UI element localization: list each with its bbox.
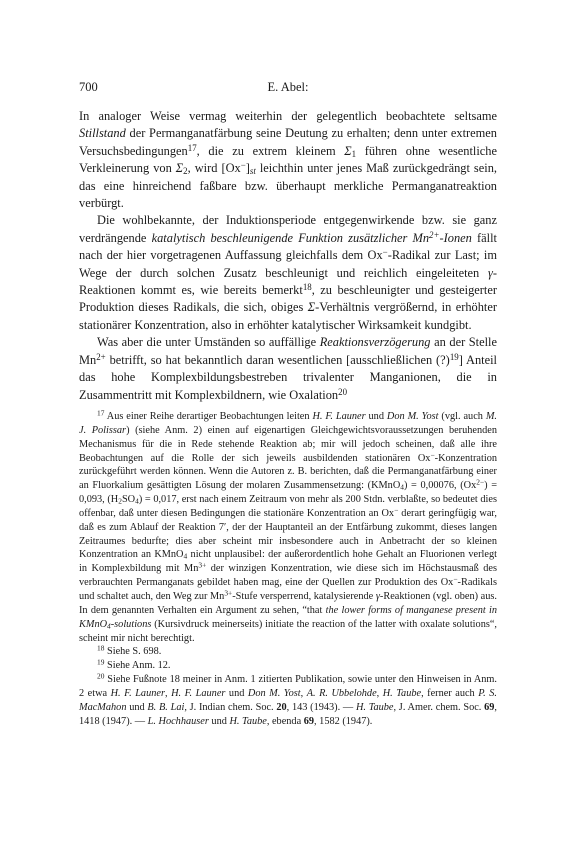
footnote-text: Siehe S. 698.	[106, 646, 162, 658]
footnote-17: $^{17}$ Aus einer Reihe derartiger Beobachtungen leiten H. F. Launer und Don M. Yost (vgl. auch M. J. Polissar) (siehe Anm. 2) einen auf eigenartigen Gleichgewichtsvoraussetzungen beruhenden Mechanismus für die in Rede stehende Reaktion ab; mir will jedoch scheinen, daß alle ihre Beobachtungen auf die Rolle der sich jeweils ausbildenden stationären Ox−-Konzentration zurückgeführt werden können. Wenn die Autoren z. B. berichten, daß die Permanganatfärbung einer an Fluorkalium gesättigten Lösung der molaren Zusammensetzung: (KMnO$_4$) = 0,00076, $(Ox^{2-}) = 0,093$, $(H_2SO_4) = 0,017$, erst nach einem Zeitraum von mehr als 200 Stdn. verblaßte, so bedeutet dies offenbar, daß unter diesen Bedingungen die stationäre Konzentration an Ox− derart geringfügig war, daß es zum Ablauf der Reaktion 7′, der der Hauptanteil an der Entfärbung zukommt, dieses langen Zeitraumes bedurfte; dies aber scheint mir insbesondere auch in Anbetracht der so kleinen Konzentration an KMnO$_4$ nicht unplausibel: der außerordentlich hohe Gehalt an Fluorionen verlegt in Komplexbildung mit $Mn^{3+}$ der winzigen Konzentration, wie diese sich im Höchstausmaß des verbrauchten Permanganats gebildet haben mag, eine der Quellen zur Produktion des Ox−-Radikals und schaltet auch, den Weg zur $Mn^{3+}$-Stufe versperrend, katalysierende γ-Reaktionen (vgl. oben) aus. In dem genannten Verhalten ein Argument zu sehen, “that the lower forms of manganese present in KMnO$_4$-solutions (Kursivdruck meinerseits) initiate the reaction of the latter with oxalate solutions“, scheint mir nicht berechtigt.	[79, 408, 498, 644]
paragraph-3: Was aber die unter Umständen so auffällige Reaktionsverzögerung an der Stelle $Mn^{2+}$ betrifft, so hat bekanntlich daran wesentlichen [ausschließlichen (?)$^{19}$] Anteil das hohe Komplexbildungsbestreben trivalenter Manganionen, die in Zusammentritt mit Komplexbildnern, wie Oxalation$^{20}$	[79, 335, 497, 402]
footnote-mark: 20	[97, 671, 105, 681]
running-head-author: E. Abel:	[267, 80, 309, 94]
footnote-mark: 17	[97, 408, 105, 418]
footnote-20: $^{20}$ Siehe Fußnote 18 meiner in Anm. 1 zitierten Publikation, sowie unter den Hinweisen in Anm. 2 etwa H. F. Launer, H. F. Launer und Don M. Yost, A. R. Ubbelohde, H. Taube, ferner auch P. S. MacMahon und B. B. Lai, J. Indian chem. Soc. 20, 143 (1943). — H. Taube, J. Amer. chem. Soc. 69, 1418 (1947). — L. Hochhauser und H. Taube, ebenda 69, 1582 (1947).	[79, 671, 497, 727]
main-text	[79, 108, 497, 404]
footnote-mark: 19	[97, 657, 105, 667]
footnote-text: Siehe Anm. 12.	[106, 660, 171, 672]
footnotes	[79, 410, 497, 728]
paragraph-2: Die wohlbekannte, der Induktionsperiode entgegenwirkende bzw. sie ganz verdrängende katalytisch beschleunigende Funktion zusätzlicher $Mn^{2+}$-Ionen fällt nach der hier vorgetragenen Auffassung gleichfalls dem Ox−-Radikal zur Last; im Wege der durch solchen Zusatz beschleunigt und reichlich eingeleiteten γ-Reaktionen kommt es, wie bereits bemerkt$^{18}$, zu beschleunigter und gesteigerter Produktion dieses Radikals, die sich, obiges Σ-Verhältnis vergrößernd, in erhöhter stationärer Konzentration, also in erhöhter katalytischer Wirksamkeit kundgibt.	[79, 213, 498, 332]
page-number: 700	[79, 80, 98, 94]
footnote-18	[79, 645, 497, 659]
footnote-mark: 18	[97, 644, 105, 654]
footnote-19	[79, 659, 497, 673]
paragraph-1: In analoger Weise vermag weiterhin der gelegentlich beobachtete seltsame Stillstand der Permanganatfärbung seine Deutung zu erhalten; denn unter extremen Versuchsbedingungen$^{17}$, die zu extrem kleinem $\Sigma_1$ führen ohne wesentliche Verkleinerung von $\Sigma_2$, wird $[Ox^-]_{st}$ leichthin unter jenes Maß zurückgedrängt sein, das eine hinreichend faßbare bzw. überhaupt merkliche Permanganatreaktion verbürgt.	[79, 109, 497, 211]
